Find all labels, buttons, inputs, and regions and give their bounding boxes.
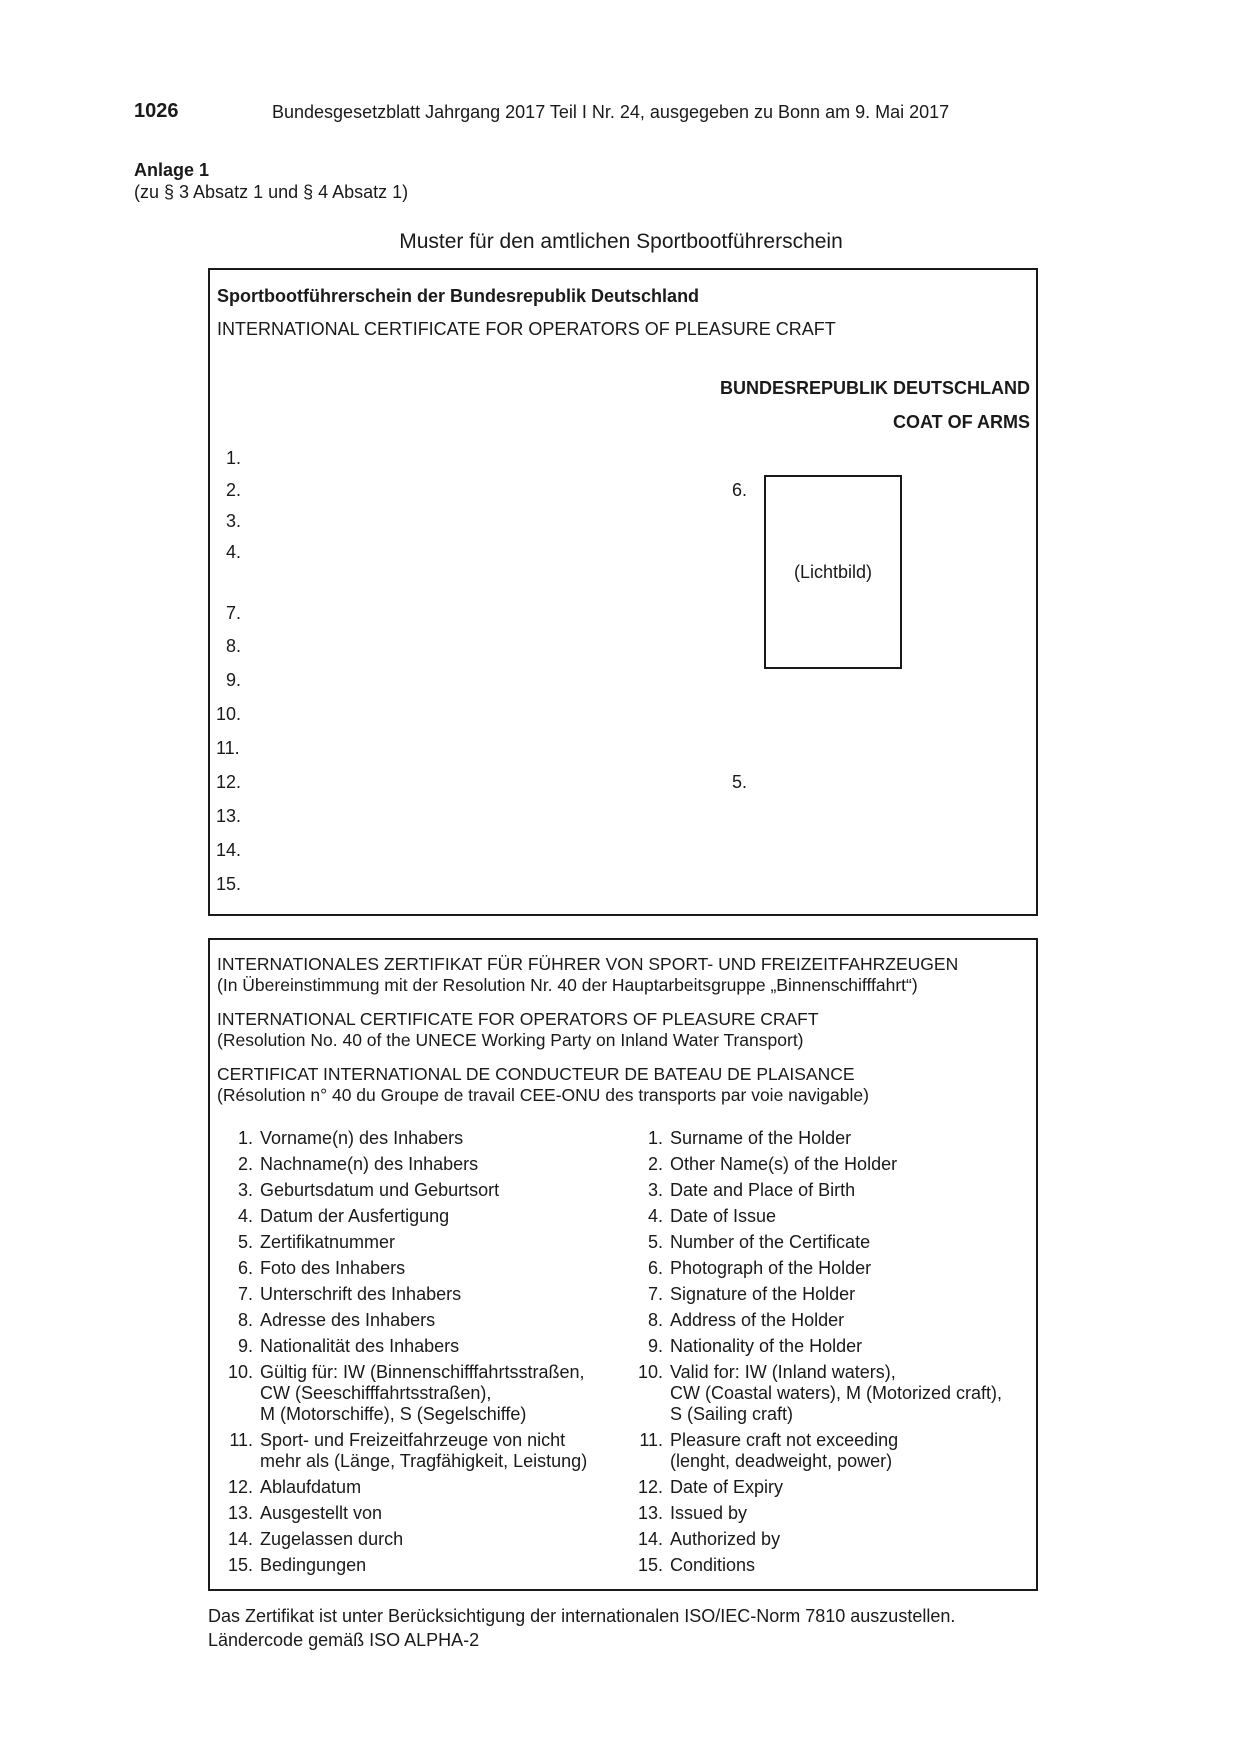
intro-de-title: INTERNATIONALES ZERTIFIKAT FÜR FÜHRER VON SPORT- UND FREIZEITFAHRZEUGEN [217, 954, 959, 974]
specimen-title: Muster für den amtlichen Sportbootführerschein [399, 230, 843, 253]
legend-number: 9. [237, 1336, 253, 1356]
legend-text: Date of Issue [670, 1206, 777, 1226]
legend-item [210, 1336, 620, 1357]
legend-number: 12. [227, 1477, 253, 1497]
front-field-number: 13. [216, 806, 242, 826]
legend-item [620, 1310, 1030, 1331]
legend-number: 3. [237, 1180, 253, 1200]
front-field-number: 12. [216, 772, 242, 792]
legend-number: 3. [647, 1180, 663, 1200]
front-country: BUNDESREPUBLIK DEUTSCHLAND [719, 378, 1030, 398]
legend-item [210, 1128, 620, 1149]
legend-text: Unterschrift des Inhabers [260, 1284, 462, 1304]
legend-text: Issued by [670, 1503, 748, 1523]
legend-item [210, 1503, 620, 1524]
intro-fr-title: CERTIFICAT INTERNATIONAL DE CONDUCTEUR DE BATEAU DE PLAISANCE [217, 1064, 855, 1084]
legend-number: 8. [647, 1310, 663, 1330]
annex-title: Anlage 1 [134, 160, 210, 180]
legend-number: 8. [237, 1310, 253, 1330]
legend-text: Adresse des Inhabers [260, 1310, 436, 1330]
legend-text: Nationalität des Inhabers [260, 1336, 460, 1356]
legend-item [210, 1206, 620, 1227]
legend-number: 2. [237, 1154, 253, 1174]
legend-number: 14. [637, 1529, 663, 1549]
coat-of-arms-label: COAT OF ARMS [893, 412, 1030, 432]
legend-item [210, 1477, 620, 1498]
legend-item [620, 1503, 1030, 1524]
legend-text: Sport- und Freizeitfahrzeuge von nicht mehr als (Länge, Tragfähigkeit, Leistung) [260, 1430, 588, 1471]
page-number: 1026 [134, 100, 179, 122]
legend-text: Vorname(n) des Inhabers [260, 1128, 464, 1148]
front-field-number: 10. [216, 704, 242, 724]
legend-text: Conditions [670, 1555, 756, 1575]
legend-list-en [620, 1128, 1030, 1581]
legend-item [620, 1128, 1030, 1149]
legend-number: 1. [237, 1128, 253, 1148]
legend-text: Ablaufdatum [260, 1477, 362, 1497]
photo-placeholder [764, 475, 902, 669]
legend-number: 9. [647, 1336, 663, 1356]
legend-text: Number of the Certificate [670, 1232, 871, 1252]
legend-item [620, 1206, 1030, 1227]
legend-text: Surname of the Holder [670, 1128, 852, 1148]
front-field-number: 9. [226, 670, 242, 690]
legend-number: 1. [647, 1128, 663, 1148]
legend-number: 13. [227, 1503, 253, 1523]
legend-text: Zugelassen durch [260, 1529, 404, 1549]
legend-text: Valid for: IW (Inland waters), CW (Coastal waters), M (Motorized craft), S (Sailing craft) [670, 1362, 1003, 1424]
legend-text: Authorized by [670, 1529, 781, 1549]
legend-text: Date and Place of Birth [670, 1180, 856, 1200]
legend-number: 6. [647, 1258, 663, 1278]
legend-text: Geburtsdatum und Geburtsort [260, 1180, 500, 1200]
legend-number: 11. [639, 1430, 663, 1450]
photo-field-number: 6. [732, 480, 748, 500]
intro-fr [217, 1064, 869, 1106]
intro-en-title: INTERNATIONAL CERTIFICATE FOR OPERATORS OF PLEASURE CRAFT [217, 1009, 819, 1029]
legend-text: Zertifikatnummer [260, 1232, 396, 1252]
legend-item [620, 1232, 1030, 1253]
legend-text: Other Name(s) of the Holder [670, 1154, 898, 1174]
intro-de [217, 954, 958, 996]
legend-item [620, 1154, 1030, 1175]
legend-item [210, 1529, 620, 1550]
legend-number: 10. [227, 1362, 253, 1382]
front-field-number: 3. [226, 511, 242, 531]
legend-text: Address of the Holder [670, 1310, 845, 1330]
gazette-header: Bundesgesetzblatt Jahrgang 2017 Teil I Nr. 24, ausgegeben zu Bonn am 9. Mai 2017 [272, 102, 950, 122]
legend-text: Ausgestellt von [260, 1503, 383, 1523]
legend-text: Signature of the Holder [670, 1284, 856, 1304]
legend-item [210, 1362, 620, 1425]
legend-item [620, 1555, 1030, 1576]
legend-number: 7. [647, 1284, 663, 1304]
intro-en-subtitle: (Resolution No. 40 of the UNECE Working Party on Inland Water Transport) [217, 1030, 804, 1050]
front-field-number: 15. [216, 874, 242, 894]
legend-item [620, 1258, 1030, 1279]
footer-line-1: Das Zertifikat ist unter Berücksichtigung der internationalen ISO/IEC-Norm 7810 auszustellen. [208, 1606, 956, 1626]
legend-number: 10. [637, 1362, 663, 1382]
legend-text: Pleasure craft not exceeding (lenght, deadweight, power) [670, 1430, 899, 1471]
annex-reference: (zu § 3 Absatz 1 und § 4 Absatz 1) [134, 182, 409, 202]
certificate-back [208, 938, 1038, 1591]
legend-number: 4. [237, 1206, 253, 1226]
legend-text: Foto des Inhabers [260, 1258, 406, 1278]
certificate-front [208, 268, 1038, 916]
intro-de-subtitle: (In Übereinstimmung mit der Resolution Nr. 40 der Hauptarbeitsgruppe „Binnenschifffahrt“) [217, 975, 918, 995]
legend-item [620, 1180, 1030, 1201]
legend-item [210, 1310, 620, 1331]
legend-item [620, 1430, 1030, 1472]
legend-item [210, 1232, 620, 1253]
footer-note [208, 1604, 955, 1652]
legend-item [210, 1258, 620, 1279]
legend-item [210, 1430, 620, 1472]
legend-item [210, 1555, 620, 1576]
legend-item [210, 1154, 620, 1175]
front-field-number: 7. [226, 603, 242, 623]
legend-list-de [210, 1128, 620, 1581]
legend-number: 15. [637, 1555, 663, 1575]
intro-en [217, 1009, 819, 1051]
front-field-number: 11. [216, 738, 240, 758]
legend-number: 15. [227, 1555, 253, 1575]
front-title-en: INTERNATIONAL CERTIFICATE FOR OPERATORS OF PLEASURE CRAFT [217, 319, 836, 339]
legend-number: 4. [647, 1206, 663, 1226]
legend-text: Datum der Ausfertigung [260, 1206, 450, 1226]
legend-item [620, 1336, 1030, 1357]
photo-label: (Lichtbild) [793, 561, 873, 582]
front-field-number: 2. [226, 480, 242, 500]
legend-text: Nachname(n) des Inhabers [260, 1154, 479, 1174]
legend-item [620, 1284, 1030, 1305]
legend-number: 14. [227, 1529, 253, 1549]
legend-item [210, 1180, 620, 1201]
front-title-de: Sportbootführerschein der Bundesrepublik Deutschland [217, 286, 700, 306]
legend-number: 13. [637, 1503, 663, 1523]
legend-text: Gültig für: IW (Binnenschifffahrtsstraßen, CW (Seeschifffahrtsstraßen), M (Motorschiffe), S (Segelschiffe) [260, 1362, 585, 1424]
legend-number: 11. [229, 1430, 253, 1450]
footer-line-2: Ländercode gemäß ISO ALPHA-2 [208, 1630, 480, 1650]
front-field-number: 14. [216, 840, 242, 860]
legend-text: Nationality of the Holder [670, 1336, 863, 1356]
legend-number: 12. [637, 1477, 663, 1497]
legend-item [620, 1362, 1030, 1425]
legend-item [620, 1477, 1030, 1498]
legend-item [620, 1529, 1030, 1550]
legend-number: 5. [647, 1232, 663, 1252]
legend-number: 7. [237, 1284, 253, 1304]
legend-number: 5. [237, 1232, 253, 1252]
legend-text: Bedingungen [260, 1555, 367, 1575]
front-field-number: 1. [226, 448, 242, 468]
legend-text: Date of Expiry [670, 1477, 784, 1497]
front-field-number: 8. [226, 636, 242, 656]
intro-fr-subtitle: (Résolution n° 40 du Groupe de travail CEE-ONU des transports par voie navigable) [217, 1085, 869, 1105]
front-field-number: 4. [226, 542, 242, 562]
legend-item [210, 1284, 620, 1305]
legend-number: 2. [647, 1154, 663, 1174]
legend-number: 6. [237, 1258, 253, 1278]
legend-text: Photograph of the Holder [670, 1258, 872, 1278]
certificate-number-field: 5. [732, 772, 748, 792]
